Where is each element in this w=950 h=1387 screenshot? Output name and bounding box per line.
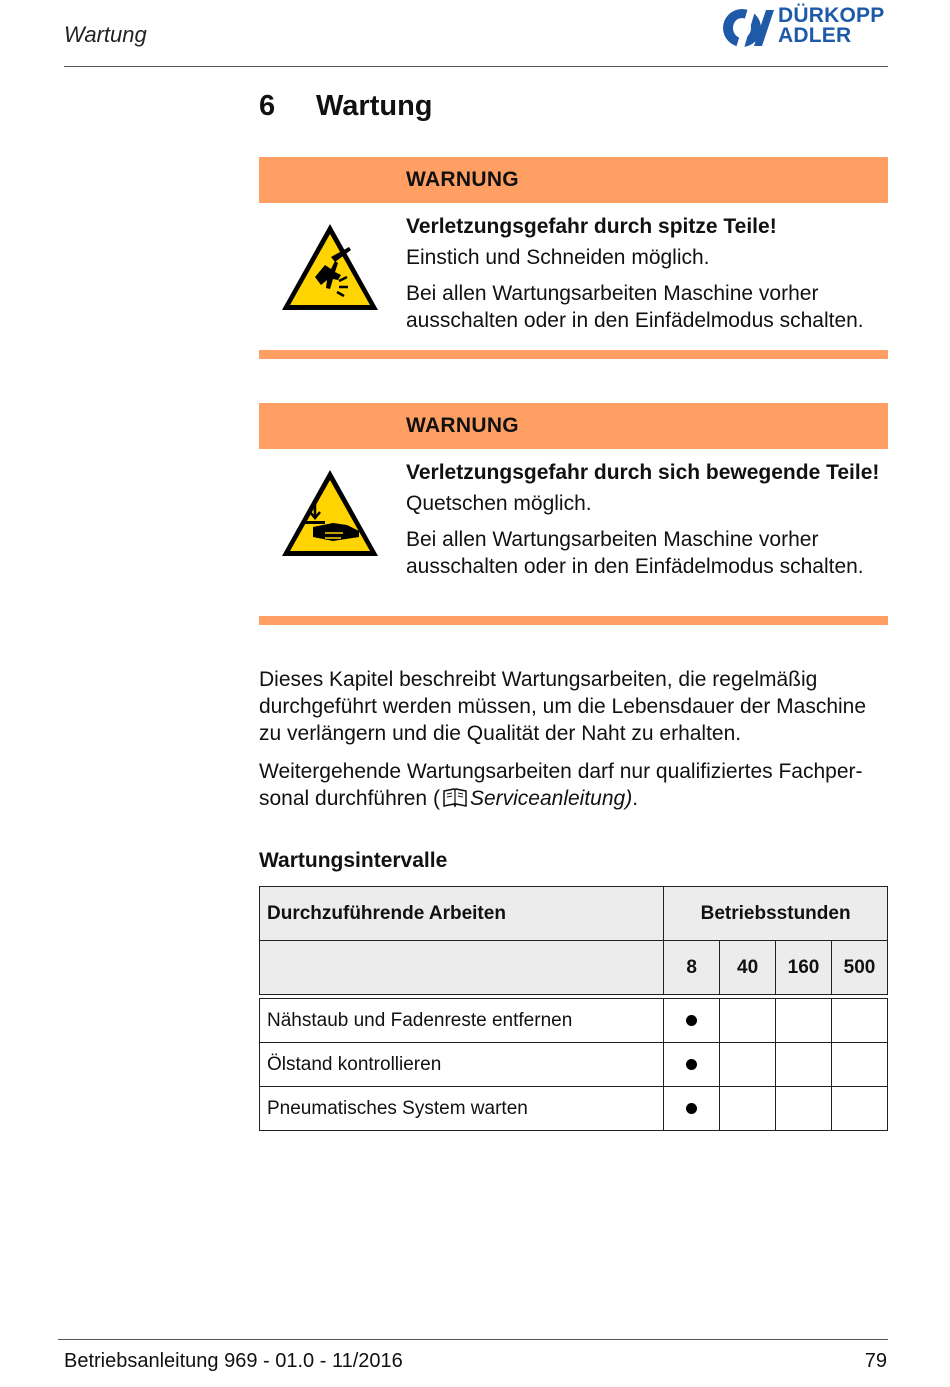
mark-cell [664, 999, 720, 1043]
mark-cell [832, 1043, 888, 1087]
service-manual-reference: Serviceanleitung) [469, 787, 633, 810]
warning-title: Verletzungsgefahr durch spitze Teile! [406, 215, 777, 238]
mark-cell [832, 1087, 888, 1131]
warning-body [259, 203, 888, 334]
table-header-row [260, 887, 888, 941]
task-cell: Ölstand kontrollieren [260, 1043, 664, 1087]
intro-paragraph-2 [259, 758, 888, 812]
warning-body [259, 449, 888, 580]
chapter-heading [259, 90, 433, 123]
mark-cell [664, 1043, 720, 1087]
running-header-title: Wartung [64, 22, 147, 47]
warning-title: Verletzungsgefahr durch sich bewegende Teile! [406, 461, 880, 484]
interval-dot-icon [686, 1015, 697, 1026]
mark-cell [720, 999, 776, 1043]
hours-8: 8 [664, 941, 720, 995]
hours-500: 500 [832, 941, 888, 995]
intro-paragraph-2-text: Weitergehende Wartungsarbeiten darf nur qualifiziertes Fachpersonal durchführen ( [259, 760, 863, 810]
warning-line-2: Bei allen Wartungsarbeiten Maschine vorher ausschalten oder in den Einfädelmodus schalten. [406, 528, 864, 578]
table-row [260, 1043, 888, 1087]
hand-puncture-warning-icon [279, 221, 381, 313]
mark-cell [720, 1043, 776, 1087]
interval-dot-icon [686, 1059, 697, 1070]
warning-box-moving-parts [259, 403, 888, 626]
warning-line-1: Einstich und Schneiden möglich. [406, 246, 710, 269]
mark-cell [720, 1087, 776, 1131]
table-row [260, 1087, 888, 1131]
warning-header [259, 157, 888, 203]
intro-paragraph-1: Dieses Kapitel beschreibt Wartungsarbeiten, die regelmäßig durchgeführt werden müssen, um die Lebensdauer der Maschine zu verlängern und die Qualität der Naht zu erhalten. [259, 668, 867, 745]
warning-line-2: Bei allen Wartungsarbeiten Maschine vorher ausschalten oder in den Einfädelmodus schalten. [406, 282, 864, 332]
book-icon [442, 788, 468, 808]
warning-box-sharp-parts [259, 157, 888, 359]
warning-footer-bar [259, 616, 888, 625]
intervals-heading: Wartungsintervalle [259, 849, 448, 872]
mark-cell [776, 999, 832, 1043]
table-hours-row [260, 941, 888, 995]
header-rule [64, 66, 888, 67]
footer-document-id: Betriebsanleitung 969 - 01.0 - 11/2016 [64, 1350, 403, 1372]
table-row [260, 999, 888, 1043]
warning-header [259, 403, 888, 449]
warning-footer-bar [259, 350, 888, 359]
durkopp-adler-logo [722, 6, 892, 50]
footer-rule [58, 1339, 888, 1340]
logo-mark-icon [722, 8, 774, 48]
page-number: 79 [864, 1350, 887, 1372]
warning-label: WARNUNG [406, 414, 519, 437]
intro-paragraph-2-end: . [632, 787, 639, 810]
warning-line-1: Quetschen möglich. [406, 492, 592, 515]
task-cell: Pneumatisches System warten [260, 1087, 664, 1131]
mark-cell [776, 1087, 832, 1131]
task-cell: Nähstaub und Fadenreste entfernen [260, 999, 664, 1043]
mark-cell [832, 999, 888, 1043]
logo-line-1: DÜRKOPP [778, 4, 885, 27]
logo-line-2: ADLER [778, 24, 852, 47]
interval-dot-icon [686, 1103, 697, 1114]
col-header-hours: Betriebsstunden [664, 887, 888, 941]
intervals-table [259, 886, 888, 1131]
hand-crush-warning-icon [279, 467, 381, 559]
mark-cell [664, 1087, 720, 1131]
col-header-work: Durchzuführende Arbeiten [260, 887, 664, 941]
chapter-number: 6 [259, 90, 276, 122]
warning-label: WARNUNG [406, 168, 519, 191]
hours-160: 160 [776, 941, 832, 995]
empty-header-cell [260, 941, 664, 995]
hours-40: 40 [720, 941, 776, 995]
mark-cell [776, 1043, 832, 1087]
logo-text [778, 6, 884, 46]
chapter-title: Wartung [316, 90, 433, 122]
